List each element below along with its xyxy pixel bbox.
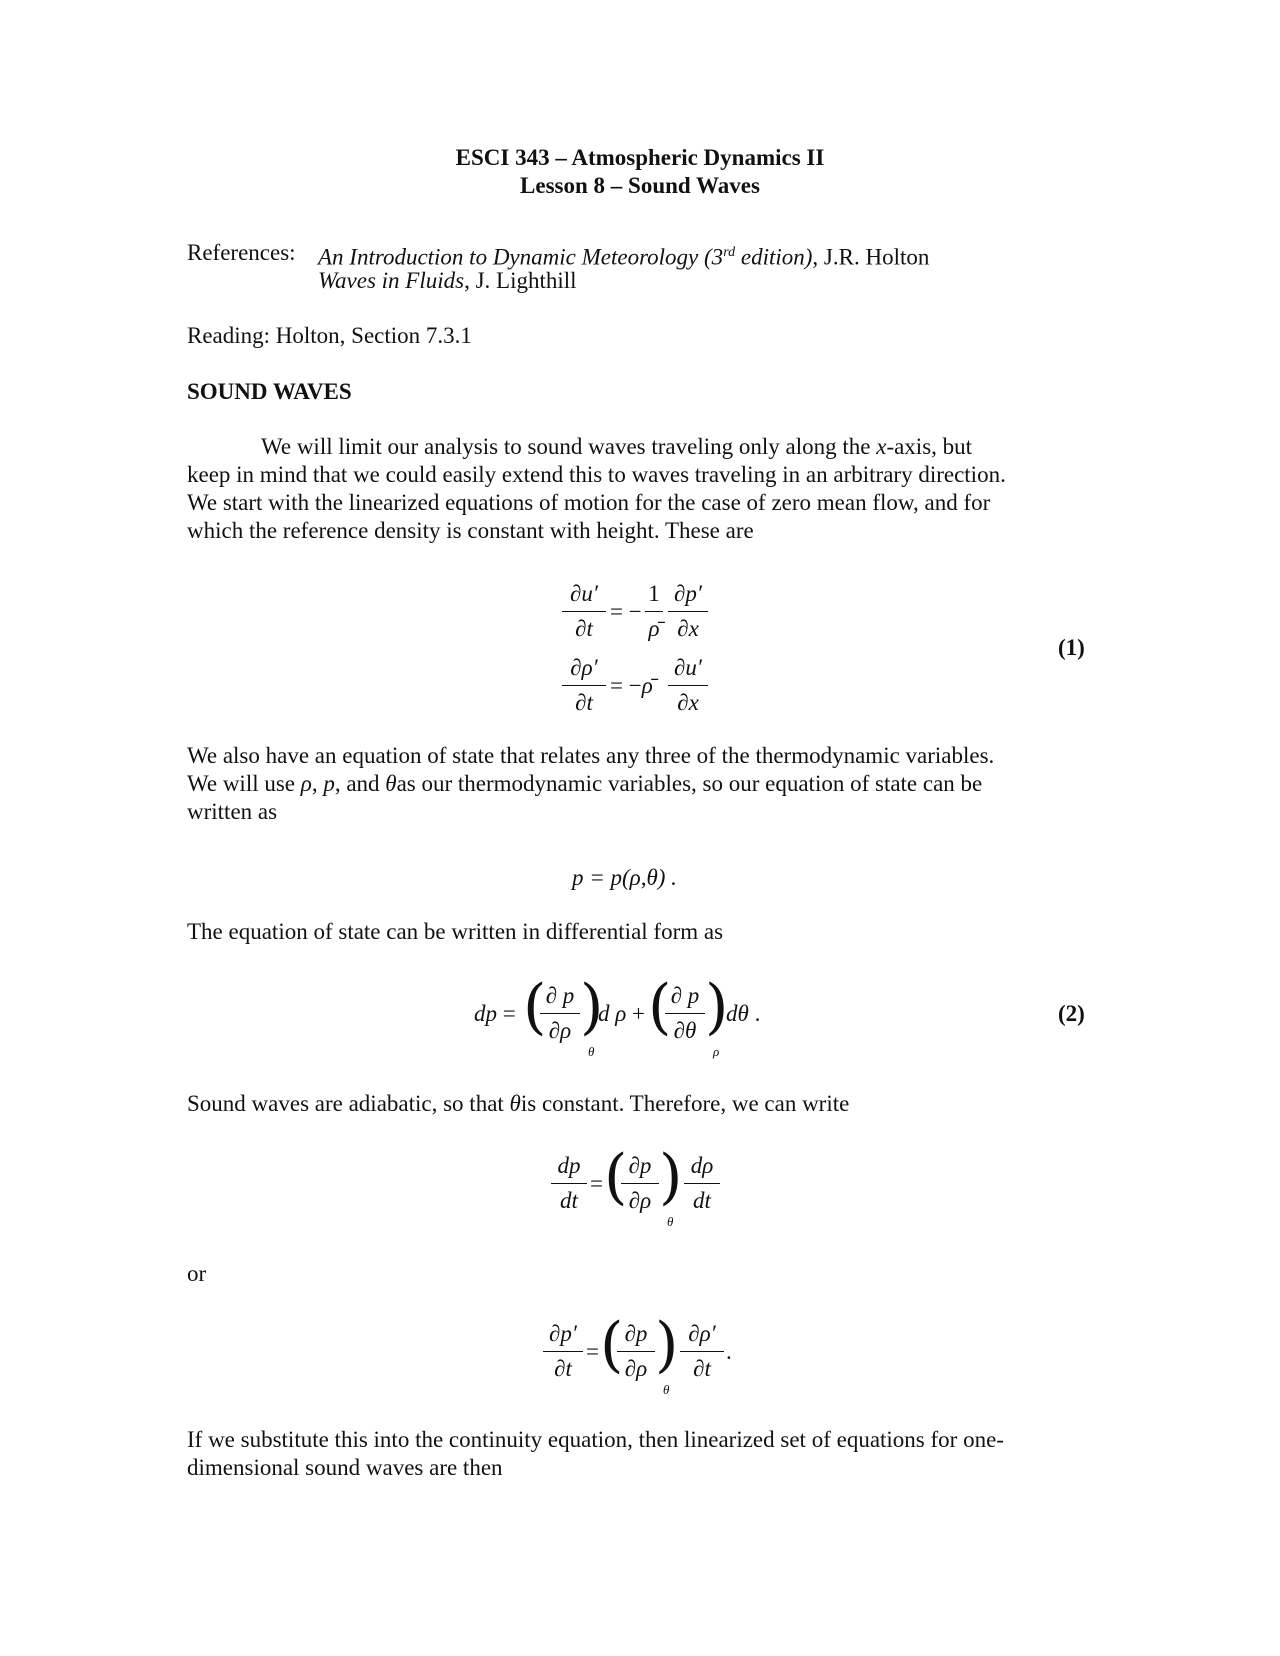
paragraph-2-line-1: We also have an equation of state that relates any three of the thermodynamic variables. xyxy=(187,743,995,768)
paragraph-1-line-2: keep in mind that we could easily extend this to waves traveling in an arbitrary direction. xyxy=(187,462,1006,487)
paragraph-3: The equation of state can be written in differential form as xyxy=(187,919,724,944)
reading-line: Reading: Holton, Section 7.3.1 xyxy=(187,323,472,348)
paragraph-5-line-2: dimensional sound waves are then xyxy=(187,1455,503,1480)
reference-holton: An Introduction to Dynamic Meteorology (3rd edition), J.R. Holton xyxy=(318,244,930,270)
paragraph-2-line-2: We will use ρ, p, and θas our thermodynamic variables, so our equation of state can be xyxy=(187,771,983,796)
equation-of-state: p = p(ρ,θ) . xyxy=(572,865,677,890)
document-page: ESCI 343 – Atmospheric Dynamics II Lesson 8 – Sound Waves References: An Introduction to Dynamic Meteorology (3rd edition), J.R. Holton Waves in Fluids, J. Lighthill Reading: Holton, Section 7.3.1 SOUND WAVES We will limit our analysis to sound waves traveling only along the x-axis, but keep in mind that we could easily extend this to waves traveling in an arbitrary direction. We start with the linearized equations of motion for the case of zero mean flow, and for which the reference density is constant with height. These are ∂u′ ∂t = − 1 ρ̄ ∂p′ ∂x ∂ρ′ ∂t = −ρ̄ ∂u′ ∂x (1) We also have an equation of state that relates any three of the thermodynamic variables. We will use ρ, p, and θas our thermodynamic variables, so our equation of state can be written as p = p(ρ,θ) . The equation of state can be written in differential form as dp = ( ∂ p ∂ρ ) θ d ρ + ( ∂ p ∂θ ) ρ dθ . (2) Sound waves are adiabatic, so that θis constant. Therefore, we can write dp dt = ( ∂p ∂ρ ) θ dρ dt or ∂p′ ∂t = ( ∂p ∂ρ ) θ ∂ρ′ ∂t . If we substitute this into the continuity equation, then linearized set of equations for one- dimensional sound waves are then xyxy=(0,0,1280,1656)
paragraph-1-line-4: which the reference density is constant with height. These are xyxy=(187,518,754,543)
document-title: ESCI 343 – Atmospheric Dynamics II xyxy=(455,145,825,170)
references-label: References: xyxy=(187,240,296,265)
paragraph-1-line-3: We start with the linearized equations of motion for the case of zero mean flow, and for xyxy=(187,490,991,515)
paragraph-4: Sound waves are adiabatic, so that θis constant. Therefore, we can write xyxy=(187,1091,850,1116)
paragraph-5-line-1: If we substitute this into the continuity equation, then linearized set of equations for one- xyxy=(187,1427,1004,1452)
paragraph-1-line-1: We will limit our analysis to sound waves traveling only along the x-axis, but xyxy=(261,434,973,459)
equation-2-number: (2) xyxy=(1058,1001,1085,1026)
reference-lighthill: Waves in Fluids, J. Lighthill xyxy=(318,268,577,293)
or-text: or xyxy=(187,1261,207,1286)
paragraph-2-line-3: written as xyxy=(187,799,278,824)
lesson-title: Lesson 8 – Sound Waves xyxy=(520,173,760,198)
section-heading: SOUND WAVES xyxy=(187,379,352,404)
equation-1-number: (1) xyxy=(1058,635,1085,660)
